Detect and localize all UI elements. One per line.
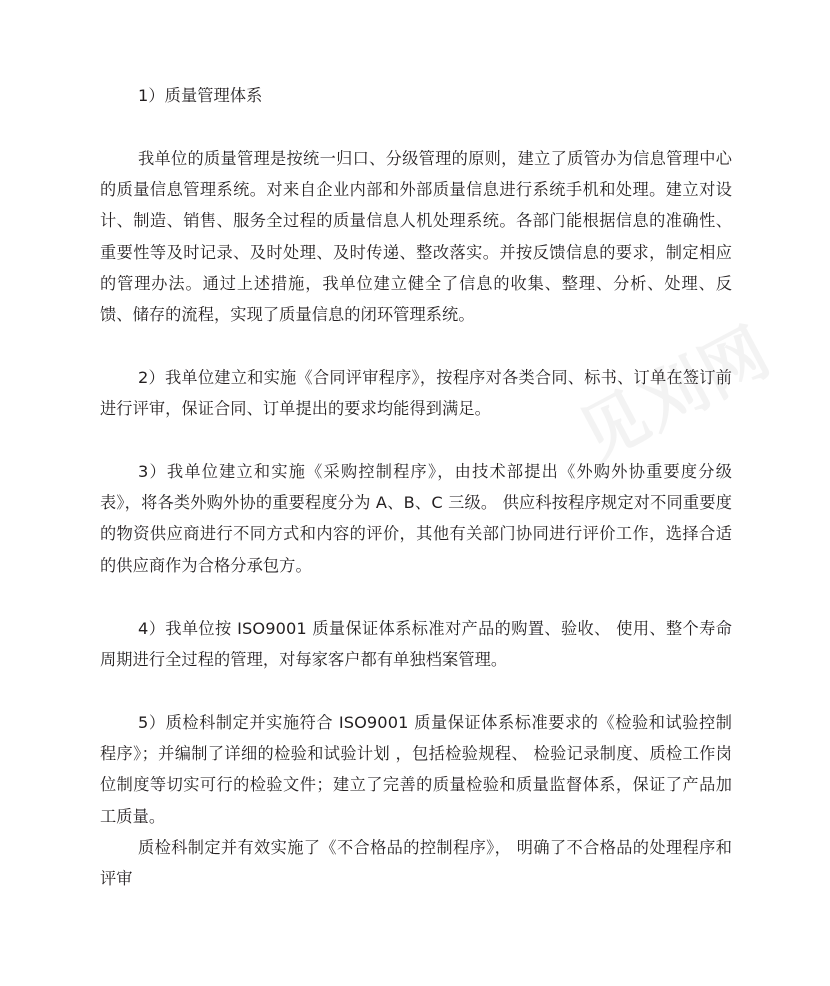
- section-heading-quality-management-system: [100, 80, 732, 111]
- heading-text: 1）质量管理体系: [138, 86, 263, 105]
- paragraph-purchasing-control-procedure: [100, 456, 732, 581]
- paragraph-text: 2）我单位建立和实施《合同评审程序》，按程序对各类合同、标书、订单在签订前进行评审，保证合同、订单提出的要求均能得到满足。: [100, 368, 732, 419]
- paragraph-inspection-test-control-procedure: [100, 707, 732, 832]
- paragraph-text: 5）质检科制定并实施符合 ISO9001 质量保证体系标准要求的《检验和试验控制程序》；并编制了详细的检验和试验计划 ，包括检验规程、 检验记录制度、质检工作岗位制度等切实可行的检验文件；建立了完善的质量检验和质量监督体系，保证了产品加工质量。: [100, 713, 732, 826]
- paragraph-iso9001-lifecycle-management: [100, 613, 732, 675]
- paragraph-quality-management-system: [100, 143, 732, 330]
- paragraph-text: 4）我单位按 ISO9001 质量保证体系标准对产品的购置、验收、 使用、整个寿命周期进行全过程的管理，对每家客户都有单独档案管理。: [100, 619, 732, 670]
- paragraph-text: 3）我单位建立和实施《采购控制程序》，由技术部提出《外购外协重要度分级表》，将各类外购外协的重要程度分为 A、B、C 三级。 供应科按程序规定对不同重要度的物资供应商进行不同方式和内容的评价，其他有关部门协同进行评价工作，选择合适的供应商作为合格分承包方。: [100, 462, 732, 575]
- paragraph-text: 我单位的质量管理是按统一归口、分级管理的原则，建立了质管办为信息管理中心的质量信息管理系统。对来自企业内部和外部质量信息进行系统手机和处理。建立对设计、制造、销售、服务全过程的质量信息人机处理系统。各部门能根据信息的准确性、重要性等及时记录、及时处理、及时传递、整改落实。并按反馈信息的要求，制定相应的管理办法。通过上述措施，我单位建立健全了信息的收集、整理、分析、处理、反馈、储存的流程，实现了质量信息的闭环管理系统。: [100, 149, 732, 325]
- paragraph-text: 质检科制定并有效实施了《不合格品的控制程序》， 明确了不合格品的处理程序和评审: [100, 838, 732, 889]
- paragraph-contract-review-procedure: [100, 362, 732, 424]
- paragraph-nonconforming-product-control-procedure: [100, 832, 732, 894]
